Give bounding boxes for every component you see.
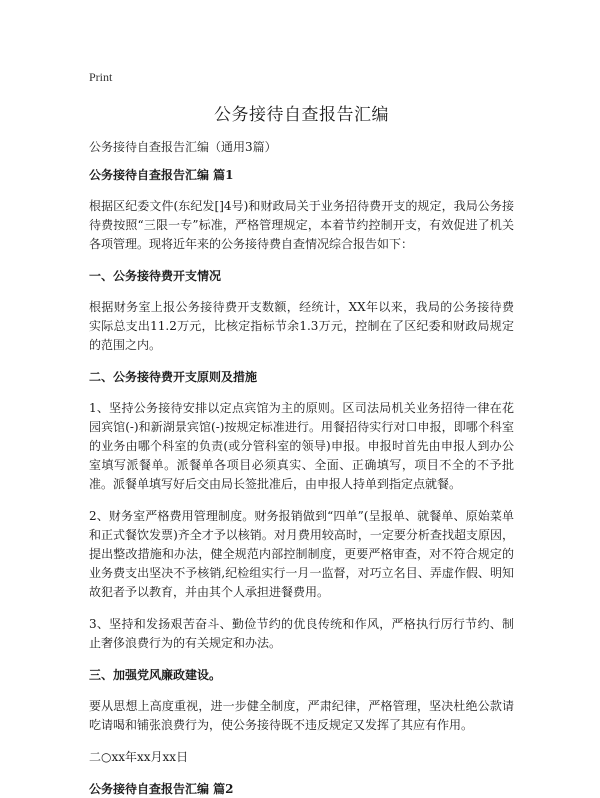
section-1-heading: 一、公务接待费开支情况 xyxy=(89,269,222,283)
article-1-heading: 公务接待自查报告汇编 篇1 xyxy=(89,168,234,182)
section-1-paragraph: 根据财务室上报公务接待费开支数额，经统计，XX年以来，我局的公务接待费实际总支出11.2万元，比核定指标节余1.3万元，控制在了区纪委和财政局规定的范围之内。 xyxy=(89,300,514,352)
section-2-item-3: 3、坚持和发扬艰苦奋斗、勤俭节约的优良传统和作风，严格执行厉行节约、制止奢侈浪费行为的有关规定和办法。 xyxy=(89,617,514,650)
intro-paragraph: 根据区纪委文件(东纪发[]4号)和财政局关于业务招待费开支的规定，我局公务接待费按照“三限一专”标准，严格管理规定，本着节约控制开支，有效促进了机关各项管理。现将近年来的公务接待费自查情况综合报告如下： xyxy=(89,199,514,251)
print-label: Print xyxy=(89,70,113,84)
section-3-paragraph: 要从思想上高度重视，进一步健全制度，严肃纪律，严格管理，坚决杜绝公款请吃请喝和铺张浪费行为，使公务接待既不违反规定又发挥了其应有作用。 xyxy=(89,699,514,732)
section-2-heading: 二、公务接待费开支原则及措施 xyxy=(89,370,258,384)
date-line: 二○xx年xx月xx日 xyxy=(89,750,189,764)
section-2-item-1: 1、坚持公务接待安排以定点宾馆为主的原则。区司法局机关业务招待一律在花园宾馆(-)和新湖景宾馆(-)按规定标准进行。用餐招待实行对口申报，即哪个科室的业务由哪个科室的负责(或分管科室的领导)申报。申报时首先由申报人到办公室填写派餐单。派餐单各项目必须真实、全面、正确填写，项目不全的不予批准。派餐单填写好后交由局长签批准后，由申报人持单到指定点就餐。 xyxy=(89,401,514,491)
page-title: 公务接待自查报告汇编 xyxy=(214,105,389,125)
section-3-heading: 三、加强党风廉政建设。 xyxy=(89,668,222,682)
document-subtitle: 公务接待自查报告汇编（通用3篇） xyxy=(89,140,277,154)
section-2-item-2: 2、财务室严格费用管理制度。财务报销做到“四单”(呈报单、就餐单、原始菜单和正式餐饮发票)齐全才予以核销。对月费用较高时，一定要分析查找超支原因，提出整改措施和办法，健全规范内部控制制度，更要严格审查，对不符合规定的业务费支出坚决不予核销,纪检组实行一月一监督，对巧立名目、弄虚作假、明知故犯者予以教育，并由其个人承担进餐费用。 xyxy=(89,509,514,599)
article-2-heading: 公务接待自查报告汇编 篇2 xyxy=(89,782,234,796)
